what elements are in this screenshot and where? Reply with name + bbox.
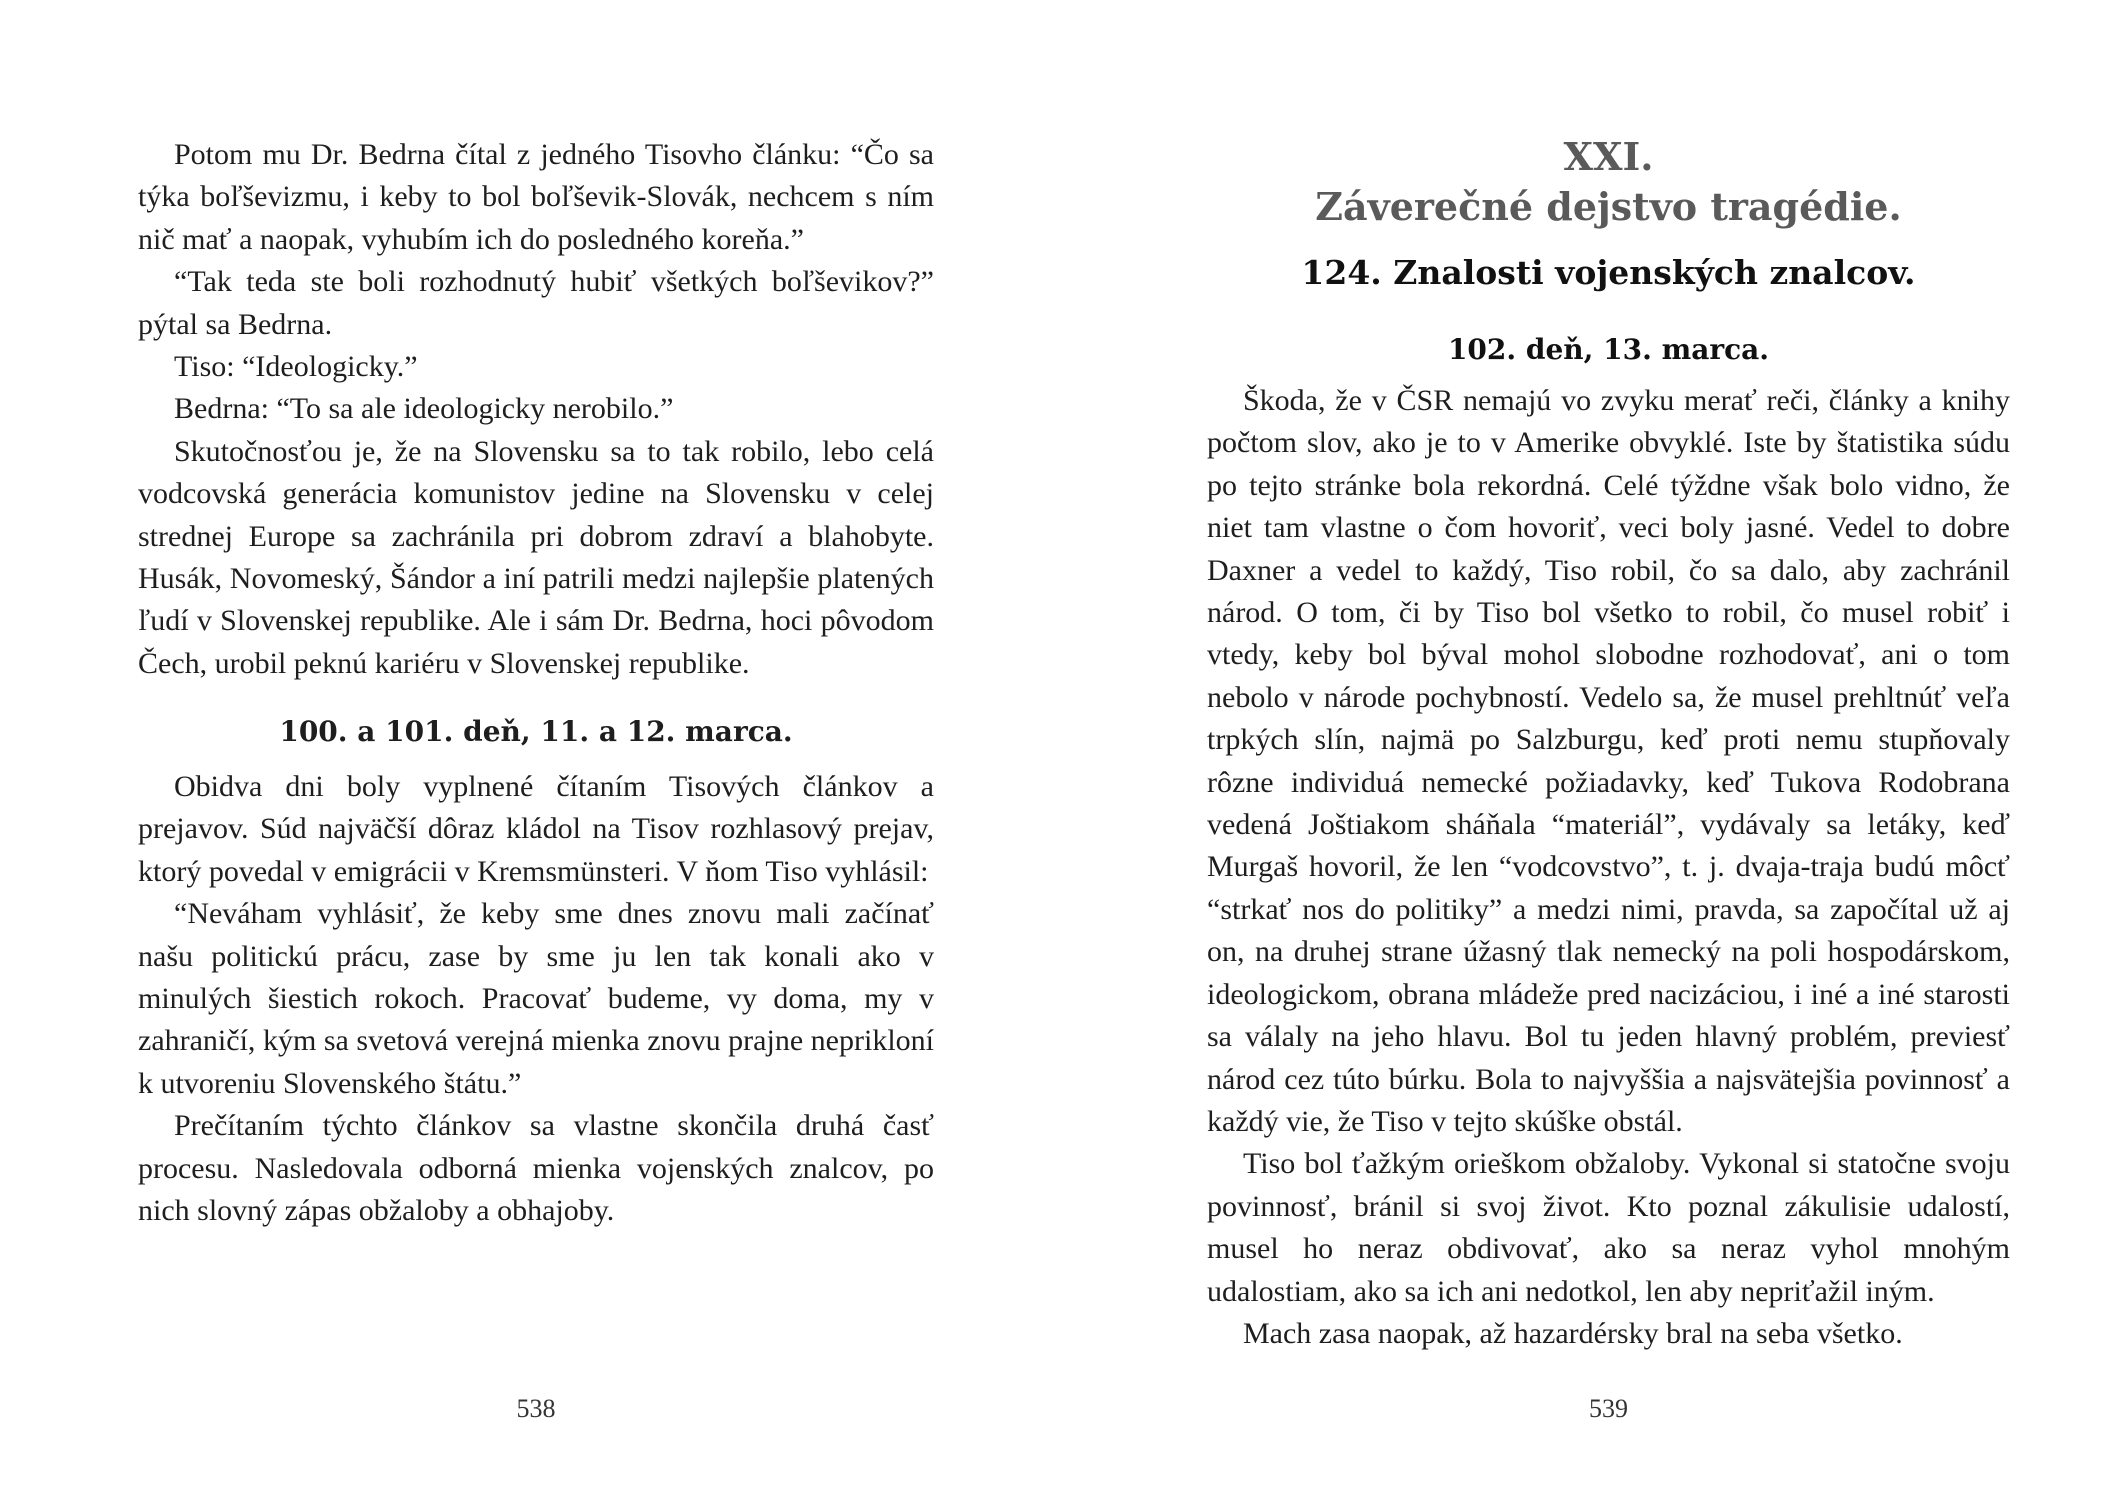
left-text-top xyxy=(138,134,934,685)
paragraph: Tiso bol ťažkým orieškom obžaloby. Vykonal si statočne svoju povinnosť, bránil si svoj život. Kto poznal zákulisie udalostí, musel ho neraz obdivovať, ako sa neraz vyhol mnohým udalostiam, ako sa ich ani nedotkol, len aby nepriťažil iným. xyxy=(1207,1147,2010,1308)
paragraph: Obidva dni boly vyplnené čítaním Tisových článkov a prejavov. Súd najväčší dôraz kládol na Tisov rozhlasový prejav, ktorý povedal v emigrácii v Kremsmünsteri. V ňom Tiso vyhlásil: xyxy=(138,770,934,888)
left-page xyxy=(138,0,934,1500)
chapter-title: Záverečné dejstvo tragédie. xyxy=(1315,184,1902,229)
section-heading: 100. a 101. deň, 11. a 12. marca. xyxy=(279,715,793,748)
sub-heading: 124. Znalosti vojenských znalcov. xyxy=(1301,253,1916,292)
page-number: 538 xyxy=(516,1394,556,1423)
right-page xyxy=(1207,0,2010,1500)
paragraph: Prečítaním týchto článkov sa vlastne skončila druhá časť procesu. Nasledovala odborná mienka vojenských znalcov, po nich slovný zápas obžaloby a obhajoby. xyxy=(138,1109,934,1228)
paragraph: “Tak teda ste boli rozhodnutý hubiť všetkých boľševikov?” pýtal sa Bedrna. xyxy=(138,265,934,341)
paragraph: Tiso: “Ideologicky.” xyxy=(174,350,418,384)
page-number: 539 xyxy=(1589,1394,1628,1423)
chapter-number: XXI. xyxy=(1563,134,1654,179)
paragraph: Bedrna: “To sa ale ideologicky nerobilo.” xyxy=(174,392,674,426)
paragraph: Škoda, že v ČSR nemajú vo zvyku merať reči, články a knihy počtom slov, ako je to v Amerike obvyklé. Iste by štatistika súdu po tejto stránke bola rekordná. Celé týždne však bolo vidno, že niet tam vlastne o čom hovoriť, veci boly jasné. Vedel to dobre Daxner a vedel to každý, Tiso robil, čo sa dalo, aby zachránil národ. O tom, či by Tiso bol všetko to robil, čo musel robiť i vtedy, keby bol býval mohol slobodne rozhodovať, ani o tom nebolo v národe pochybností. Vedelo sa, že musel prehltnúť veľa trpkých slín, najmä po Salzburgu, keď proti nemu stupňovaly rôzne individuá nemecké požiadavky, keď Tukova Rodobrana vedená Joštiakom sháňala “materiál”, vydávaly sa letáky, keď Murgaš hovoril, že len “vodcovstvo”, t. j. dvaja-traja budú môcť “strkať nos do politiky” a medzi nimi, pravda, sa započítal už aj on, na druhej strane úžasný tlak nemecký na poli hospodárskom, ideologickom, obrana mládeže pred nacizáciou, i iné a iné starosti sa válaly na jeho hlavu. Bol tu jeden hlavný problém, previesť národ cez túto búrku. Bola to najvyššia a najsvätejšia povinnosť a každý vie, že Tiso v tejto skúške obstál. xyxy=(1207,384,2010,1138)
paragraph: Potom mu Dr. Bedrna čítal z jedného Tisovho článku: “Čo sa týka boľševizmu, i keby to bol boľševik-Slovák, nechcem s ním nič mať a naopak, vyhubím ich do posledného koreňa.” xyxy=(138,138,934,256)
day-heading: 102. deň, 13. marca. xyxy=(1447,333,1770,366)
paragraph: Skutočnosťou je, že na Slovensku sa to tak robilo, lebo celá vodcovská generácia komunistov jedine na Slovensku v celej strednej Europe sa zachránila pri dobrom zdraví a blahobyte. Husák, Novomeský, Šándor a iní patrili medzi najlepšie platených ľudí v Slovenskej republike. Ale i sám Dr. Bedrna, hoci pôvodom Čech, urobil peknú kariéru v Slovenskej republike. xyxy=(138,434,934,680)
right-text xyxy=(1207,380,2010,1355)
paragraph: “Neváham vyhlásiť, že keby sme dnes znovu mali začínať našu politickú prácu, zase by sme ju len tak konali ako v minulých šiestich rokoch. Pracovať budeme, vy doma, my v zahraničí, kým sa svetová verejná mienka znovu prajne neprikloní k utvoreniu Slovenského štátu.” xyxy=(138,897,934,1100)
paragraph: Mach zasa naopak, až hazardérsky bral na seba všetko. xyxy=(1243,1316,1903,1350)
left-text-bottom xyxy=(138,766,934,1232)
